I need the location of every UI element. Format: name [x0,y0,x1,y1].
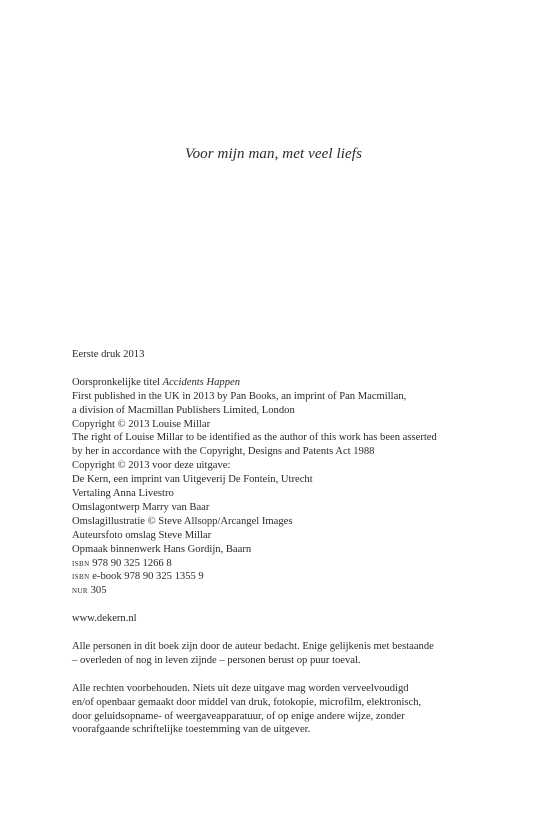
publisher-division: a division of Macmillan Publishers Limited, London [72,404,295,416]
nur-value: 305 [87,585,107,597]
isbn-ebook-label: isbn [72,571,90,583]
spacer [72,668,522,682]
cover-illustration: Omslagillustratie © Steve Allsopp/Arcangel Images [72,515,293,527]
rights-line-2: en/of openbaar gemaakt door middel van druk, fotokopie, microfilm, elektronisch, [72,696,422,708]
author-photo: Auteursfoto omslag Steve Millar [72,529,212,541]
rights-line-4: voorafgaande schriftelijke toestemming van de uitgever. [72,724,311,736]
isbn-label: isbn [72,557,90,569]
isbn-line [72,557,522,571]
spacer [72,626,522,640]
rights-line-1: Alle rechten voorbehouden. Niets uit deze uitgave mag worden verveelvoudigd [72,682,409,694]
original-title-prefix: Oorspronkelijke titel [72,376,163,388]
nur-label: nur [72,585,88,597]
publisher: De Kern, een imprint van Uitgeverij De Fontein, Utrecht [72,474,313,486]
copyright-author: Copyright © 2013 Louise Millar [72,418,211,430]
typesetting: Opmaak binnenwerk Hans Gordijn, Baarn [72,543,252,555]
moral-rights-line-2: by her in accordance with the Copyright, Designs and Patents Act 1988 [72,446,375,458]
copyright-edition: Copyright © 2013 voor deze uitgave: [72,460,231,472]
original-title-line [72,376,522,390]
translation: Vertaling Anna Livestro [72,488,174,500]
disclaimer-line-1: Alle personen in dit boek zijn door de auteur bedacht. Enige gelijkenis met bestaande [72,640,434,652]
isbn-ebook-value: e-book 978 90 325 1355 9 [89,571,204,583]
isbn-ebook-line [72,570,522,584]
dedication: Voor mijn man, met veel liefs [184,146,363,162]
spacer [72,362,522,376]
isbn-value: 978 90 325 1266 8 [89,557,172,569]
website: www.dekern.nl [72,613,137,625]
original-title: Accidents Happen [162,376,240,388]
first-published: First published in the UK in 2013 by Pan Books, an imprint of Pan Macmillan, [72,390,407,402]
colophon [72,348,522,737]
moral-rights-line-1: The right of Louise Millar to be identified as the author of this work has been asserted [72,432,437,444]
rights-line-3: door geluidsopname- of weergaveapparatuur, of op enige andere wijze, zonder [72,710,405,722]
first-print: Eerste druk 2013 [72,349,145,360]
nur-line [72,584,522,598]
cover-design: Omslagontwerp Marry van Baar [72,501,210,513]
spacer [72,598,522,612]
disclaimer-line-2: – overleden of nog in leven zijnde – personen berust op puur toeval. [72,654,361,666]
